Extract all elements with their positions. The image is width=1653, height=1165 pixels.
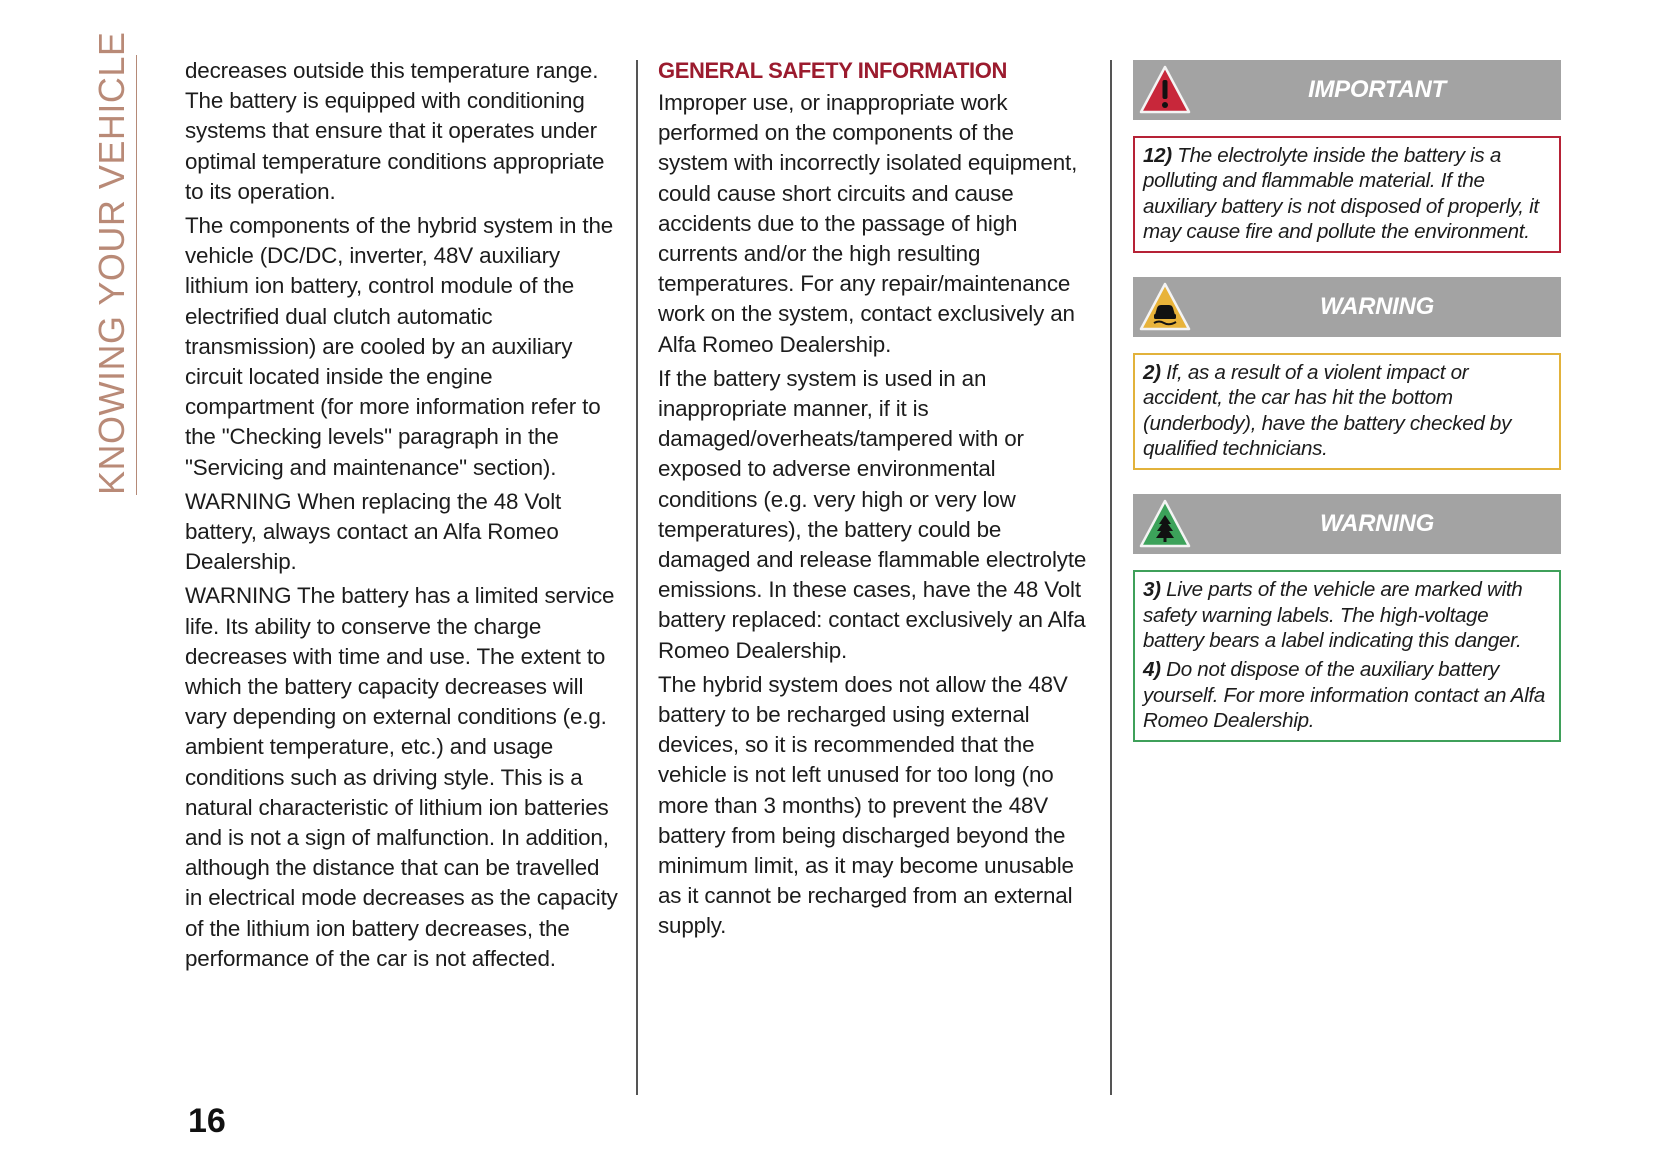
notices-column [1133,60,1561,766]
notice-item [1143,143,1551,244]
notice-text: If, as a result of a violent impact or accident, the car has hit the bottom (underbody), have the battery checked by qualified technicians. [1143,361,1512,461]
page-number: 16 [188,1102,226,1140]
notice-item [1143,657,1551,733]
section-heading: GENERAL SAFETY INFORMATION [658,58,1007,83]
notice-text: Live parts of the vehicle are marked with safety warning labels. The high-voltage battery bears a label indicating this danger. [1143,578,1523,652]
side-section-title-text: KNOWING YOUR VEHICLE [91,31,132,495]
warning-notice-box-vehicle [1133,353,1561,470]
important-title: IMPORTANT [1308,76,1446,103]
notice-ref: 2) [1143,361,1161,385]
paragraph: WARNING When replacing the 48 Volt battery, always contact an Alfa Romeo Dealership. [185,488,562,575]
text-column-1 [185,56,620,978]
tree-environment-icon [1139,498,1191,550]
warning-title: WARNING [1320,510,1434,538]
paragraph: Improper use, or inappropriate work performed on the components of the system with incorrectly isolated equipment, could cause short circuits and cause accidents due to the passage of high currents and/or the high resulting temperatures. For any repair/maintenance work on the system, contact exclusively an Alfa Romeo Dealership. [658,90,1078,357]
paragraph: The components of the hybrid system in the vehicle (DC/DC, inverter, 48V auxiliary lithium ion battery, control module of the electrified dual clutch automatic transmission) are cooled by an auxiliary circuit located inside the engine compartment (for more information refer to the "Checking levels" paragraph in the "Servicing and maintenance" section). [185,213,614,480]
paragraph: The hybrid system does not allow the 48V battery to be recharged using external devices, so it is recommended that the vehicle is not left unused for too long (no more than 3 months) to prevent the 48V battery from being discharged beyond the minimum limit, as it may become unusable as it cannot be recharged from an external supply. [658,671,1074,939]
exclamation-warning-icon [1139,64,1191,116]
paragraph: WARNING The battery has a limited service life. Its ability to conserve the charge decreases with time and use. The extent to which the battery capacity decreases will vary depending on external conditions (e.g. ambient temperature, etc.) and usage conditions such as driving style. This is a natural characteristic of lithium ion batteries and is not a sign of malfunction. In addition, although the distance that can be travelled in electrical mode decreases as the capacity of the lithium ion battery decreases, the performance of the car is not affected. [185,583,618,971]
notice-ref: 3) [1143,578,1161,602]
notice-ref: 12) [1143,144,1172,167]
column-divider [1110,60,1112,1095]
car-skid-warning-icon [1139,281,1191,333]
important-banner [1133,60,1561,120]
important-notice-box [1133,136,1561,253]
notice-text: Do not dispose of the auxiliary battery yourself. For more information contact an Alfa Romeo Dealership. [1143,658,1546,732]
warning-banner-vehicle [1133,277,1561,337]
text-column-2 [658,56,1088,946]
paragraph: If the battery system is used in an inappropriate manner, if it is damaged/overheats/tampered with or exposed to adverse environmental conditions (e.g. very high or very low temperatures), the battery could be damaged and release flammable electrolyte emissions. In these cases, have the 48 Volt battery replaced: contact exclusively an Alfa Romeo Dealership. [658,365,1087,663]
notice-item [1143,577,1551,653]
warning-banner-environment [1133,494,1561,554]
warning-title: WARNING [1320,293,1434,321]
notice-ref: 4) [1143,658,1161,682]
side-section-title [90,31,137,495]
notice-item [1143,360,1551,461]
paragraph: decreases outside this temperature range. The battery is equipped with conditioning systems that ensure that it operates under optimal temperature conditions appropriate to its operation. [185,58,605,204]
column-divider [636,60,638,1095]
notice-text: The electrolyte inside the battery is a polluting and flammable material. If the auxiliary battery is not disposed of properly, it may cause fire and pollute the environment. [1143,144,1539,243]
warning-notice-box-environment [1133,570,1561,742]
